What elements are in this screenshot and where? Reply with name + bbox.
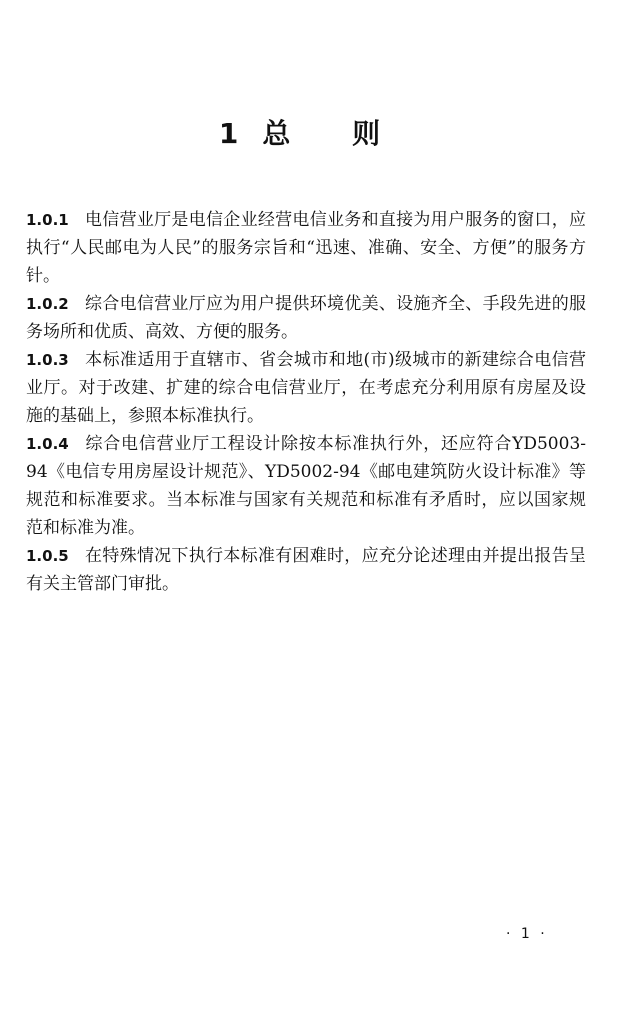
clause-number: 1.0.5 bbox=[26, 547, 69, 565]
clause-1-0-5 bbox=[26, 542, 586, 598]
clause-text: 综合电信营业厅应为用户提供环境优美、设施齐全、手段先进的服务场所和优质、高效、方便的服务。 bbox=[26, 294, 586, 342]
clause-text: 本标准适用于直辖市、省会城市和地(市)级城市的新建综合电信营业厅。对于改建、扩建的综合电信营业厅，在考虑充分利用原有房屋及设施的基础上，参照本标准执行。 bbox=[26, 350, 586, 426]
clause-list bbox=[26, 206, 586, 598]
clause-text: 在特殊情况下执行本标准有困难时，应充分论述理由并提出报告呈有关主管部门审批。 bbox=[26, 546, 586, 594]
clause-1-0-1 bbox=[26, 206, 586, 290]
clause-number: 1.0.3 bbox=[26, 351, 69, 369]
clause-1-0-4 bbox=[26, 430, 586, 542]
chapter-heading: 总 则 bbox=[262, 117, 407, 150]
chapter-title bbox=[0, 112, 625, 152]
clause-1-0-3 bbox=[26, 346, 586, 430]
clause-number: 1.0.2 bbox=[26, 295, 69, 313]
clause-number: 1.0.1 bbox=[26, 211, 69, 229]
page-number: · 1 · bbox=[506, 926, 548, 942]
clause-1-0-2 bbox=[26, 290, 586, 346]
clause-text: 综合电信营业厅工程设计除按本标准执行外，还应符合YD5003-94《电信专用房屋设计规范》、YD5002-94《邮电建筑防火设计标准》等规范和标准要求。当本标准与国家有关规范和标准有矛盾时，应以国家规范和标准为准。 bbox=[26, 434, 586, 538]
clause-number: 1.0.4 bbox=[26, 435, 69, 453]
chapter-number: 1 bbox=[218, 117, 241, 150]
clause-text: 电信营业厅是电信企业经营电信业务和直接为用户服务的窗口，应执行“人民邮电为人民”的服务宗旨和“迅速、准确、安全、方便”的服务方针。 bbox=[26, 210, 586, 286]
